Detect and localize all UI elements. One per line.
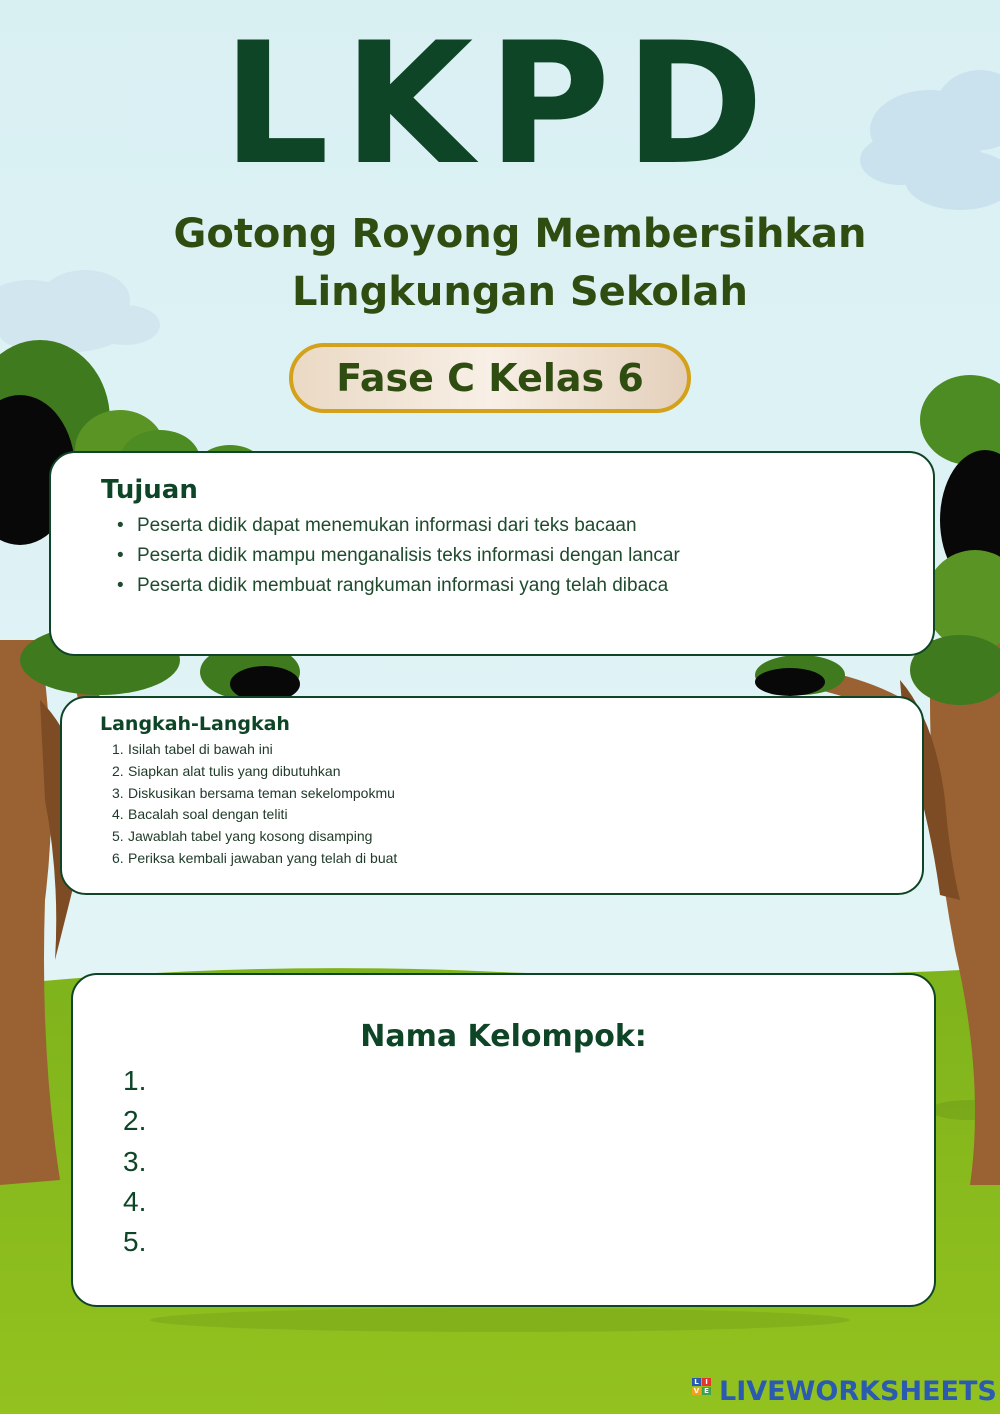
step-text: Jawablah tabel yang kosong disamping (128, 828, 373, 845)
tujuan-item-text: Peserta didik dapat menemukan informasi dari teks bacaan (137, 515, 637, 536)
step-number: 1. (112, 741, 124, 757)
phase-badge: Fase C Kelas 6 (289, 343, 691, 413)
step-text: Periksa kembali jawaban yang telah di buat (128, 849, 398, 866)
step-number: 2. (112, 762, 124, 779)
logo-letter: V (693, 1387, 700, 1395)
kelompok-number: 1. (123, 1065, 147, 1096)
kelompok-heading: Nama Kelompok: (360, 1019, 647, 1054)
langkah-list (112, 739, 397, 870)
logo-letter: L (692, 1378, 701, 1386)
kelompok-number: 5. (123, 1226, 147, 1258)
kelompok-list (123, 1061, 146, 1262)
list-item (112, 826, 397, 848)
tujuan-item-text: Peserta didik membuat rangkuman informasi yang telah dibaca (137, 575, 669, 596)
list-item (112, 739, 397, 761)
liveworksheets-icon (692, 1378, 716, 1404)
list-item (112, 783, 397, 805)
liveworksheets-text: LIVEWORKSHEETS (719, 1375, 997, 1407)
step-text: Siapkan alat tulis yang dibutuhkan (128, 762, 341, 779)
logo-letter: E (702, 1387, 711, 1395)
langkah-card (60, 696, 924, 895)
kelompok-number: 4. (123, 1185, 147, 1217)
kelompok-number: 2. (123, 1105, 147, 1137)
langkah-heading: Langkah-Langkah (100, 713, 290, 735)
list-item (112, 804, 397, 826)
tujuan-item-text: Peserta didik mampu menganalisis teks informasi dengan lancar (137, 545, 680, 566)
bullet-icon: • (117, 545, 124, 566)
list-item (117, 541, 680, 571)
liveworksheets-logo (692, 1374, 997, 1408)
page-title: LKPD (222, 6, 778, 202)
list-item (117, 571, 680, 601)
kelompok-number: 3. (123, 1145, 147, 1177)
list-item (112, 848, 397, 870)
page-subtitle: Gotong Royong Membersihkan Lingkungan Sekolah (173, 211, 867, 315)
kelompok-card (71, 973, 936, 1307)
step-text: Diskusikan bersama teman sekelompokmu (128, 784, 395, 801)
tujuan-card (49, 451, 935, 656)
step-number: 3. (112, 784, 124, 801)
logo-letter: I (702, 1378, 711, 1386)
step-number: 5. (112, 828, 124, 845)
tujuan-heading: Tujuan (101, 475, 198, 505)
step-number: 6. (112, 849, 124, 866)
list-item (112, 761, 397, 783)
list-item (117, 511, 680, 541)
step-text: Isilah tabel di bawah ini (128, 741, 273, 757)
tujuan-list (117, 511, 680, 601)
step-text: Bacalah soal dengan teliti (128, 806, 288, 823)
step-number: 4. (112, 806, 124, 823)
bullet-icon: • (117, 515, 124, 536)
bullet-icon: • (117, 575, 124, 596)
